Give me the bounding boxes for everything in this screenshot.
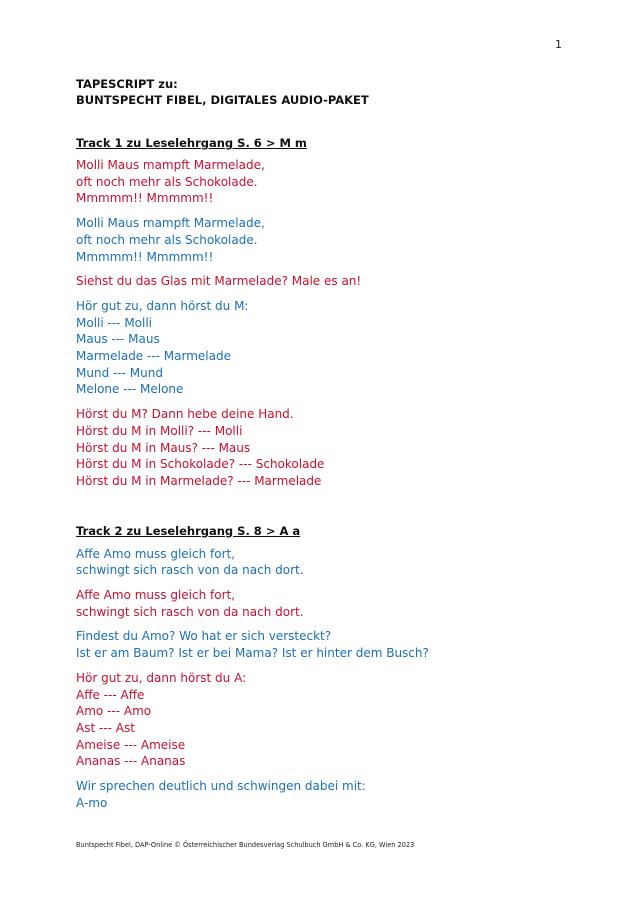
instruction-block xyxy=(76,778,596,811)
instruction-block xyxy=(76,273,596,290)
verse-block xyxy=(76,546,596,579)
track-1-heading: Track 1 zu Leselehrgang S. 6 > M m xyxy=(76,136,307,150)
text-line: oft noch mehr als Schokolade. xyxy=(76,232,258,247)
text-line: Affe Amo muss gleich fort, xyxy=(76,588,236,603)
copyright-footer: Buntspecht Fibel, DAP-Online © Österreichischer Bundesverlag Schulbuch GmbH & Co. KG, Wien 2023 xyxy=(76,841,415,849)
track-2-section xyxy=(76,546,596,812)
word-list-block xyxy=(76,670,596,770)
text-line: Hörst du M? Dann hebe deine Hand. xyxy=(76,407,294,422)
text-line: schwingt sich rasch von da nach dort. xyxy=(76,604,304,619)
track-2-heading: Track 2 zu Leselehrgang S. 8 > A a xyxy=(76,523,301,538)
text-line: Affe --- Affe xyxy=(76,687,145,702)
text-line: Ameise --- Ameise xyxy=(76,737,186,752)
verse-block xyxy=(76,157,596,207)
text-line: Marmelade --- Marmelade xyxy=(76,349,231,364)
text-line: Findest du Amo? Wo hat er sich versteckt? xyxy=(76,629,332,644)
text-line: Maus --- Maus xyxy=(76,332,160,347)
text-line: Molli Maus mampft Marmelade, xyxy=(76,216,265,231)
text-line: A-mo xyxy=(76,795,108,810)
text-line: Mmmmm!! Mmmmm!! xyxy=(76,249,214,264)
text-line: Hörst du M in Maus? --- Maus xyxy=(76,440,251,455)
text-line: Mund --- Mund xyxy=(76,365,163,380)
question-block xyxy=(76,628,596,661)
title-line: TAPESCRIPT zu: xyxy=(76,77,178,91)
word-list-block xyxy=(76,298,596,398)
text-line: Ist er am Baum? Ist er bei Mama? Ist er hinter dem Busch? xyxy=(76,646,429,661)
text-line: schwingt sich rasch von da nach dort. xyxy=(76,563,304,578)
text-line: Affe Amo muss gleich fort, xyxy=(76,546,236,561)
document-body xyxy=(76,76,596,812)
document-title xyxy=(76,76,596,108)
text-line: oft noch mehr als Schokolade. xyxy=(76,174,258,189)
title-line: BUNTSPECHT FIBEL, DIGITALES AUDIO-PAKET xyxy=(76,93,369,107)
text-line: Ast --- Ast xyxy=(76,720,135,735)
text-line: Mmmmm!! Mmmmm!! xyxy=(76,191,214,206)
text-line: Molli Maus mampft Marmelade, xyxy=(76,158,265,172)
text-line: Molli --- Molli xyxy=(76,315,153,330)
text-line: Amo --- Amo xyxy=(76,704,152,719)
text-line: Siehst du das Glas mit Marmelade? Male es an! xyxy=(76,274,362,289)
page-number: 1 xyxy=(555,38,562,51)
text-line: Hörst du M in Molli? --- Molli xyxy=(76,423,243,438)
text-line: Hörst du M in Marmelade? --- Marmelade xyxy=(76,473,322,488)
text-line: Wir sprechen deutlich und schwingen dabei mit: xyxy=(76,779,366,794)
text-line: Hörst du M in Schokolade? --- Schokolade xyxy=(76,457,325,472)
verse-block xyxy=(76,215,596,265)
verse-block xyxy=(76,587,596,620)
text-line: Melone --- Melone xyxy=(76,382,184,397)
question-block xyxy=(76,406,596,490)
text-line: Ananas --- Ananas xyxy=(76,754,186,769)
text-line: Hör gut zu, dann hörst du M: xyxy=(76,298,249,313)
text-line: Hör gut zu, dann hörst du A: xyxy=(76,670,247,685)
track-1-section xyxy=(76,157,596,490)
